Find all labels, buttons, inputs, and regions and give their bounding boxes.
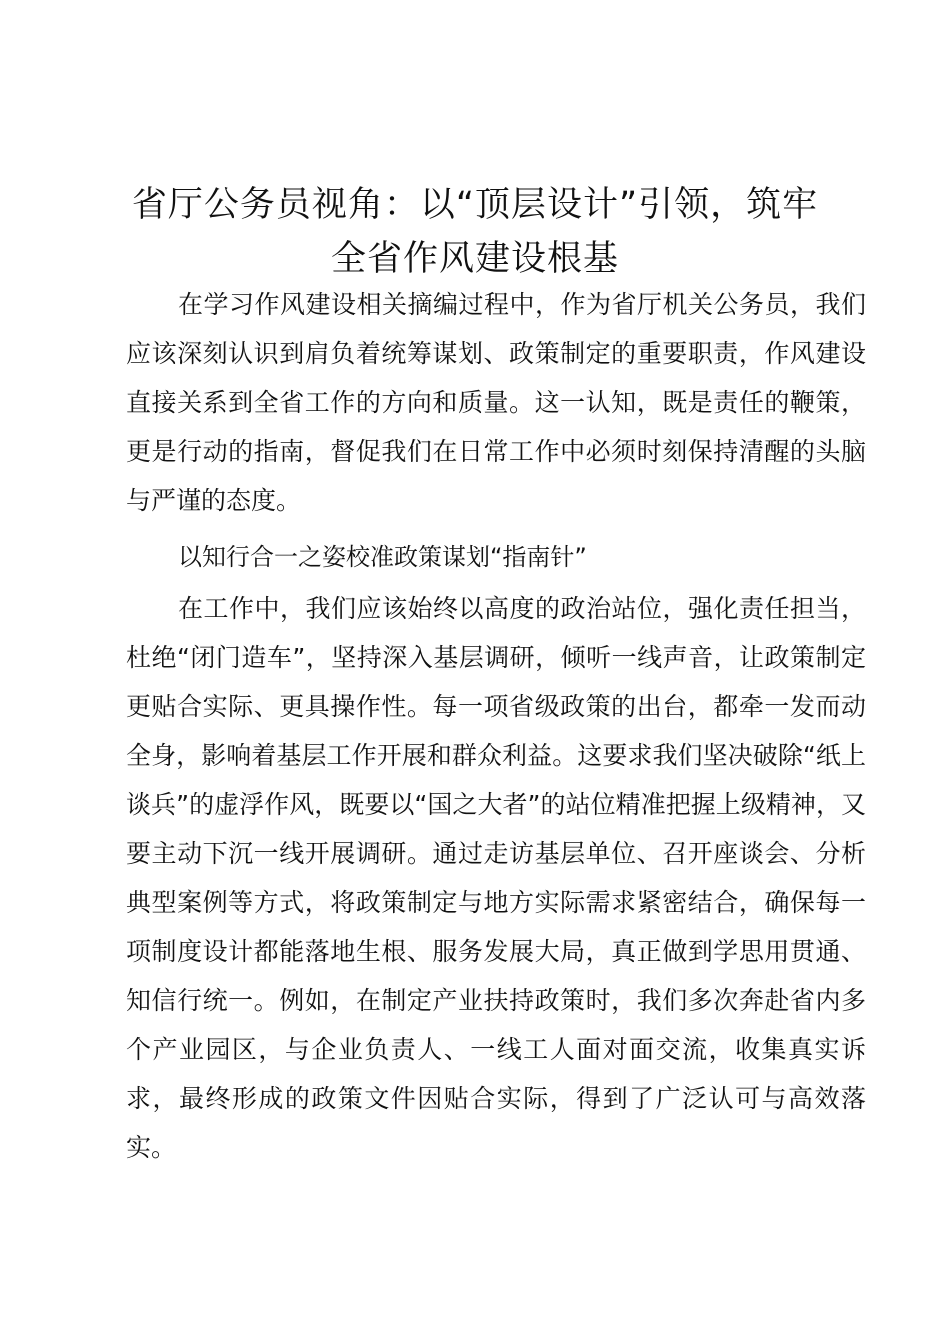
title-line-2: 全省作风建设根基: [330, 239, 619, 279]
document-title: [60, 178, 890, 286]
title-line-1: 省厅公务员视角：以“顶层设计”引领，筑牢: [131, 185, 819, 225]
document-body: [126, 280, 866, 1172]
section-paragraph: 在工作中，我们应该始终以高度的政治站位，强化责任担当，杜绝“闭门造车”，坚持深入基层调研，倾听一线声音，让政策制定更贴合实际、更具操作性。每一项省级政策的出台，都牵一发而动全身，影响着基层工作开展和群众利益。这要求我们坚决破除“纸上谈兵”的虚浮作风，既要以“国之大者”的站位精准把握上级精神，又要主动下沉一线开展调研。通过走访基层单位、召开座谈会、分析典型案例等方式，将政策制定与地方实际需求紧密结合，确保每一项制度设计都能落地生根、服务发展大局，真正做到学思用贯通、知信行统一。例如，在制定产业扶持政策时，我们多次奔赴省内多个产业园区，与企业负责人、一线工人面对面交流，收集真实诉求，最终形成的政策文件因贴合实际，得到了广泛认可与高效落实。: [126, 594, 866, 1162]
section-heading: 以知行合一之姿校准政策谋划“指南针”: [178, 543, 587, 571]
intro-paragraph: 在学习作风建设相关摘编过程中，作为省厅机关公务员，我们应该深刻认识到肩负着统筹谋划、政策制定的重要职责，作风建设直接关系到全省工作的方向和质量。这一认知，既是责任的鞭策，更是行动的指南，督促我们在日常工作中必须时刻保持清醒的头脑与严谨的态度。: [126, 290, 866, 515]
